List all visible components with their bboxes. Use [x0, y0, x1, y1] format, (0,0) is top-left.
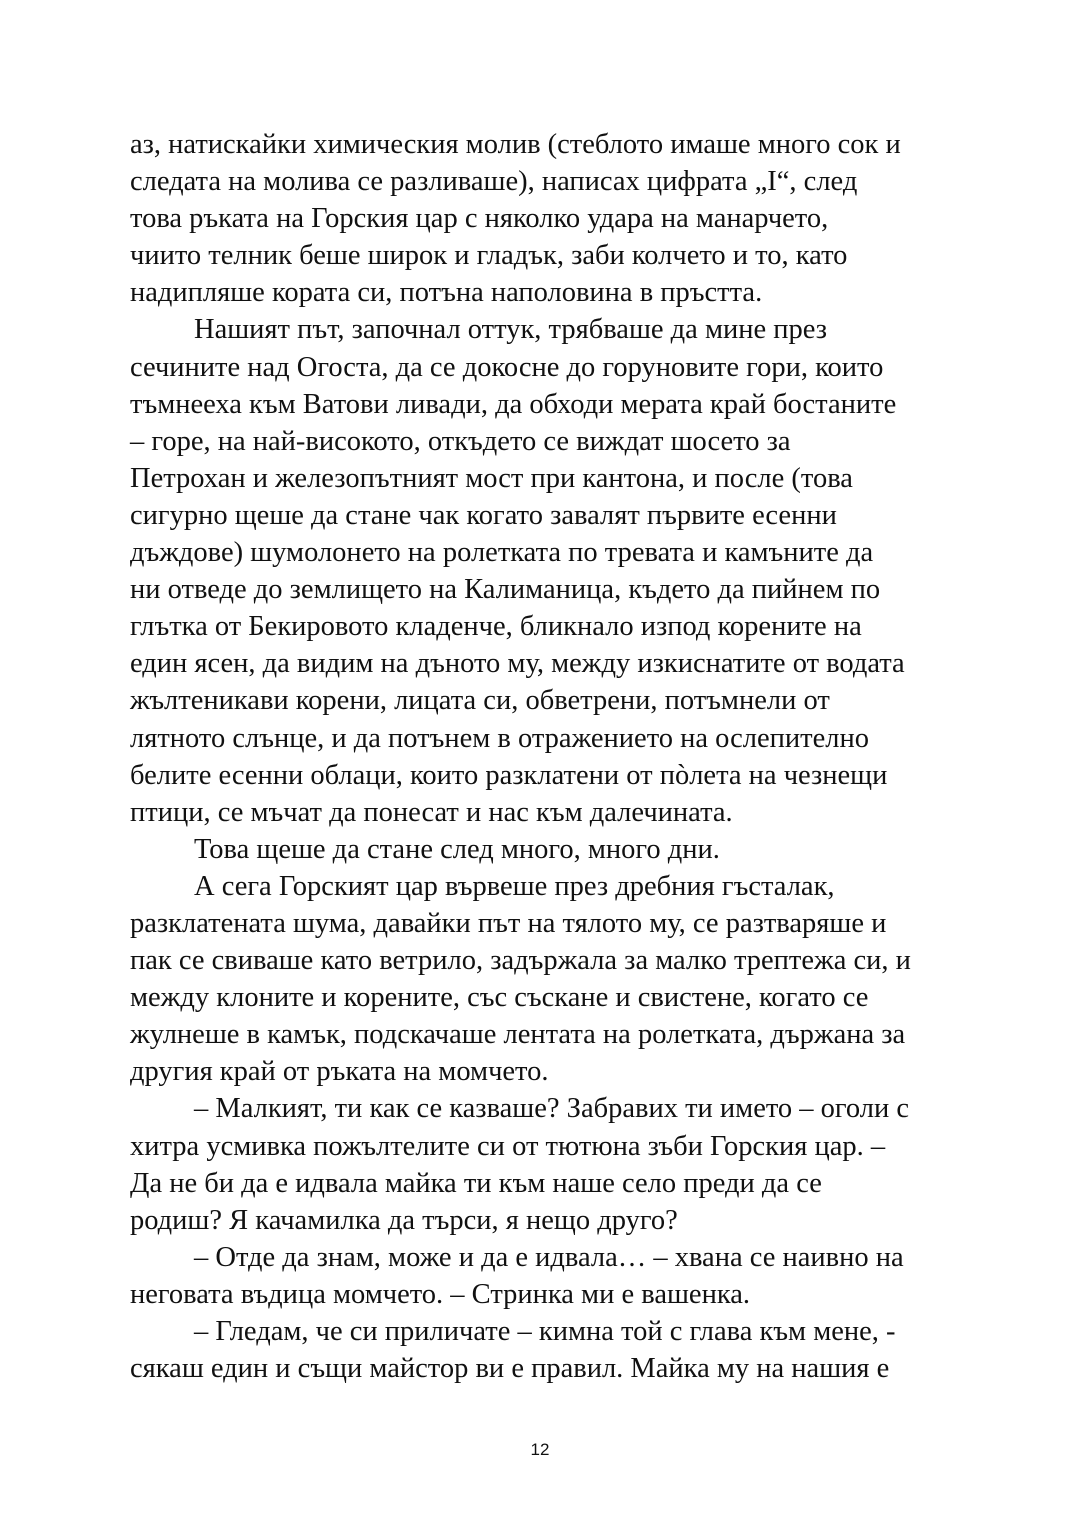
text-line: птици, се мъчат да понесат и нас към далечината.	[130, 796, 733, 828]
text-line: белите есенни облаци, които разклатени от пòлета на чезнещи	[130, 759, 888, 791]
page-number: 12	[530, 1440, 550, 1459]
text-line: – Малкият, ти как се казваше? Забравих ти името – оголи с	[194, 1093, 910, 1125]
text-line: Това щеше да стане след много, много дни.	[194, 833, 720, 865]
text-line: неговата въдица момчето. – Стринка ми е вашенка.	[130, 1278, 751, 1310]
text-line: надипляше кората си, потъна наполовина в пръстта.	[130, 277, 763, 309]
text-line: следата на молива се разливаше), написах цифрата „I“, след	[130, 166, 858, 198]
body-text	[130, 126, 970, 1387]
text-line: – Гледам, че си приличате – кимна той с глава към мене, -	[194, 1316, 896, 1347]
text-line: родиш? Я качамилка да търси, я нещо друго?	[130, 1204, 678, 1236]
text-line: между клоните и корените, със съскане и свистене, когато се	[130, 982, 869, 1014]
text-line: жълтеникави корени, лицата си, обветрени, потъмнели от	[130, 685, 830, 717]
text-line: Петрохан и железопътният мост при кантона, и после (това	[130, 462, 853, 494]
text-line: пак се свиваше като ветрило, задържала за малко трептежа си, и	[130, 945, 911, 977]
text-line: хитра усмивка пожълтелите си от тютюна зъби Горския цар. –	[130, 1130, 886, 1162]
text-line: другия край от ръката на момчето.	[130, 1056, 549, 1088]
text-line: жулнеше в камък, подскачаше лентата на ролетката, държана за	[130, 1019, 906, 1051]
text-line: сякаш един и същи майстор ви е правил. Майка му на нашия е	[130, 1353, 890, 1385]
text-line: сигурно щеше да стане чак когато завалят първите есенни	[130, 499, 837, 531]
text-line: дъждове) шумолонето на ролетката по тревата и камъните да	[130, 537, 874, 569]
text-line: глътка от Бекировото кладенче, бликнало изпод корените на	[130, 611, 862, 643]
text-line: Да не би да е идвала майка ти към наше село преди да се	[130, 1167, 822, 1199]
text-line: Нашият път, започнал оттук, трябваше да мине през	[194, 314, 828, 346]
text-line: разклатената шума, давайки път на тялото му, се разтваряше и	[130, 907, 887, 939]
text-line: чиито телник беше широк и гладък, заби колчето и то, като	[130, 240, 848, 272]
text-line: – горе, на най-високото, откъдето се виждат шосето за	[130, 425, 791, 457]
text-line: това ръката на Горския цар с няколко удара на манарчето,	[130, 203, 829, 235]
text-line: ни отведе до землището на Калиманица, където да пийнем по	[130, 574, 881, 606]
text-line: А сега Горският цар вървеше през дребния гъсталак,	[194, 870, 835, 902]
text-line: лятното слънце, и да потънем в отражението на ослепително	[130, 722, 869, 754]
text-line: аз, натискайки химическия молив (стеблото имаше много сок и	[130, 129, 901, 160]
text-line: – Отде да знам, може и да е идвала… – хвана се наивно на	[194, 1241, 904, 1273]
text-line: тъмнееха към Ватови ливади, да обходи мерата край бостаните	[130, 388, 897, 420]
text-line: един ясен, да видим на дъното му, между изкиснатите от водата	[130, 648, 905, 680]
text-line: сечините над Огоста, да се докосне до горуновите гори, които	[130, 351, 884, 383]
